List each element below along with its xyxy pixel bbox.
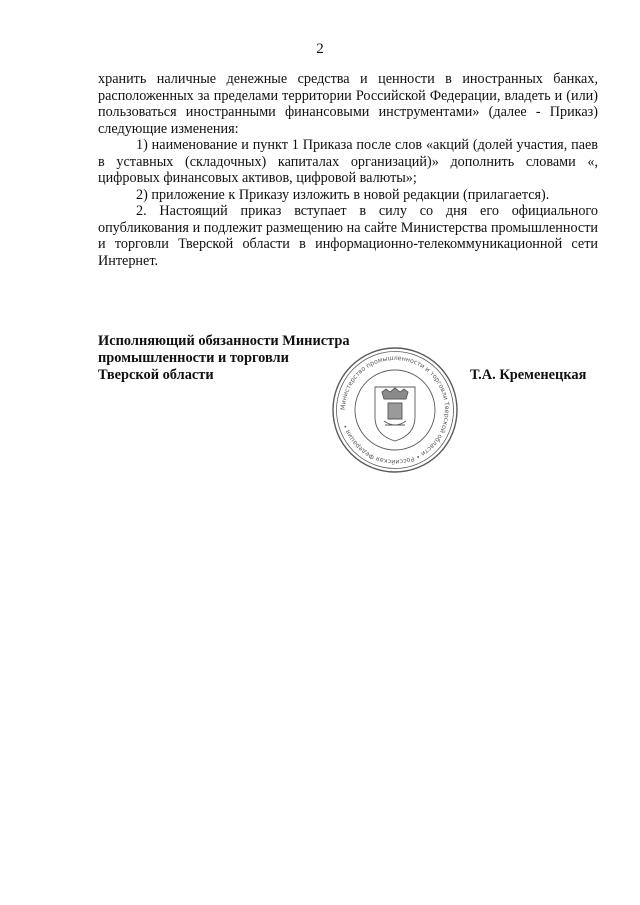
paragraph-clause-2: 2. Настоящий приказ вступает в силу со дня его официального опубликования и подлежит размещению на сайте Министерства промышленности и торговли Тверской области в информационно-телекоммуникационной сети Интернет. bbox=[98, 203, 598, 269]
paragraph-continuation: хранить наличные денежные средства и ценности в иностранных банках, расположенных за пределами территории Российской Федерации, владеть и (или) пользоваться иностранными финансовыми инструментами» (далее - Приказ) следующие изменения: bbox=[98, 71, 598, 137]
paragraph-item-1: 1) наименование и пункт 1 Приказа после слов «акций (долей участия, паев в уставных (складочных) капиталах организаций)» дополнить словами «, цифровых финансовых активов, цифровой валюты»; bbox=[98, 137, 598, 186]
position-line: Исполняющий обязанности Министра bbox=[98, 333, 350, 349]
signatory-position bbox=[98, 333, 368, 384]
position-line: промышленности и торговли bbox=[98, 350, 289, 366]
page-number: 2 bbox=[316, 41, 324, 57]
official-seal bbox=[330, 345, 460, 475]
signer-name: Т.А. Кременецкая bbox=[470, 367, 587, 383]
document-body bbox=[98, 71, 598, 269]
position-line: Тверской области bbox=[98, 367, 214, 383]
coat-of-arms-icon bbox=[375, 387, 415, 441]
paragraph-item-2: 2) приложение к Приказу изложить в новой редакции (прилагается). bbox=[136, 186, 550, 203]
seal-text: Министерство промышленности и торговли Тверской области • Российская Федерация • bbox=[339, 354, 451, 466]
